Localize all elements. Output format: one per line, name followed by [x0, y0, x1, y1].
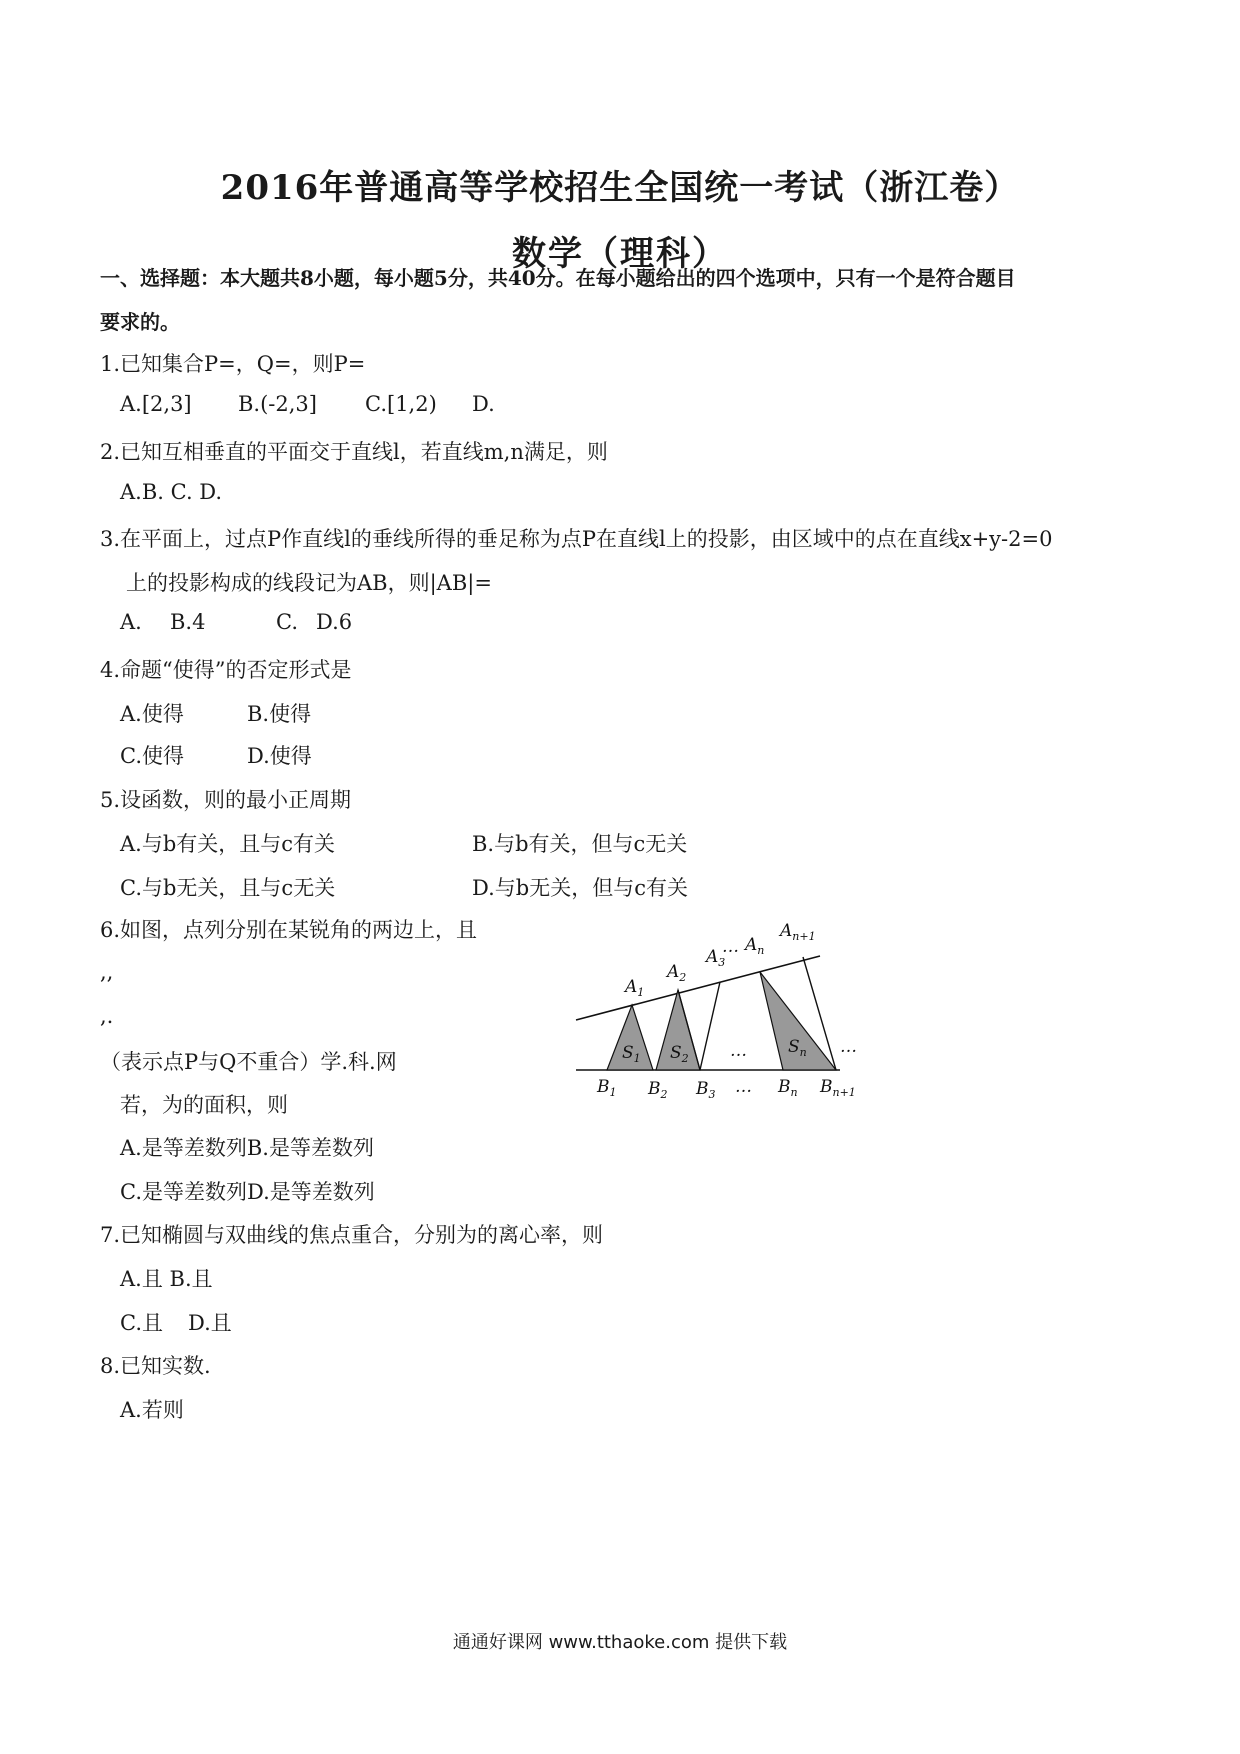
question-3-option-a: A. — [120, 610, 142, 634]
question-1-option-d: D. — [472, 392, 495, 416]
question-7-option-d: D.且 — [188, 1311, 232, 1335]
question-3-option-c: C. — [276, 610, 298, 634]
question-4-option-b: B.使得 — [247, 702, 312, 726]
question-5-option-d: D.与b无关，但与c有关 — [472, 876, 688, 900]
label-an: $A_n$ — [745, 935, 765, 957]
label-b2: $B_2$ — [648, 1079, 668, 1101]
page-subtitle: 数学（理科） — [512, 234, 728, 274]
page-title: 2016年普通高等学校招生全国统一考试（浙江卷） — [220, 168, 1020, 208]
question-7-option-c: C.且 — [120, 1311, 163, 1335]
section-heading: 一、选择题：本大题共8小题，每小题5分，共40分。在每小题给出的四个选项中，只有一个是符合题目 — [100, 266, 1016, 290]
question-4-option-a: A.使得 — [120, 702, 184, 726]
label-an1: $A_{n+1}$ — [780, 921, 816, 943]
question-1-option-b: B.(-2,3] — [238, 392, 317, 416]
footer: 通通好课网 www.tthaoke.com 提供下载 — [452, 1632, 788, 1653]
question-4-option-d: D.使得 — [247, 744, 312, 768]
figure-segment — [700, 982, 720, 1070]
label-top-dots: … — [722, 937, 739, 957]
label-bn1: $B_{n+1}$ — [820, 1077, 856, 1099]
question-5-option-a: A.与b有关，且与c有关 — [120, 832, 336, 856]
question-6-line-4: （表示点P与Q不重合）学.科.网 — [100, 1050, 397, 1074]
question-2-stem: 2.已知互相垂直的平面交于直线l，若直线m,n满足，则 — [100, 440, 608, 464]
question-5-stem: 5.设函数，则的最小正周期 — [100, 788, 352, 812]
question-3-option-b: B.4 — [170, 610, 206, 634]
question-7-stem: 7.已知椭圆与双曲线的焦点重合，分别为的离心率，则 — [100, 1223, 604, 1247]
question-6-stem: 6.如图，点列分别在某锐角的两边上，且 — [100, 918, 478, 942]
question-6-options-ab: A.是等差数列B.是等差数列 — [120, 1136, 374, 1160]
label-a2: $A_2$ — [667, 962, 687, 984]
label-right-dots: … — [840, 1037, 857, 1057]
label-b3: $B_3$ — [696, 1079, 716, 1101]
question-3-option-d: D.6 — [316, 610, 353, 634]
question-3-stem-cont: 上的投影构成的线段记为AB，则|AB|= — [126, 571, 492, 595]
question-1-option-c: C.[1,2) — [365, 392, 437, 416]
question-4-stem: 4.命题“使得”的否定形式是 — [100, 658, 352, 682]
question-3-stem: 3.在平面上，过点P作直线l的垂线所得的垂足称为点P在直线l上的投影，由区域中的点在直线x+y-2=0 — [100, 527, 1053, 551]
label-a3: $A_3$ — [706, 947, 726, 969]
label-b1: $B_1$ — [597, 1077, 617, 1099]
question-2-options: A.B. C. D. — [120, 480, 223, 504]
label-s1: $S_1$ — [622, 1043, 641, 1065]
label-sn: $S_n$ — [788, 1037, 807, 1059]
label-bottom-dots: … — [735, 1077, 752, 1097]
question-8-option-a: A.若则 — [120, 1398, 184, 1422]
question-5-option-c: C.与b无关，且与c无关 — [120, 876, 336, 900]
question-6-line-2: ,, — [100, 960, 114, 984]
question-6-options-cd: C.是等差数列D.是等差数列 — [120, 1180, 375, 1204]
question-6-line-5: 若，为的面积，则 — [120, 1093, 288, 1117]
question-5-option-b: B.与b有关，但与c无关 — [472, 832, 688, 856]
question-6-line-3: ,. — [100, 1004, 114, 1028]
question-7-options-ab: A.且 B.且 — [120, 1267, 213, 1291]
label-mid-dots: … — [730, 1041, 747, 1061]
question-1-option-a: A.[2,3] — [120, 392, 192, 416]
question-1-stem: 1.已知集合P=，Q=，则P= — [100, 352, 366, 376]
section-heading-cont: 要求的。 — [100, 310, 180, 334]
question-4-option-c: C.使得 — [120, 744, 184, 768]
label-s2: $S_2$ — [670, 1043, 689, 1065]
question-8-stem: 8.已知实数. — [100, 1354, 211, 1378]
question-6-figure — [597, 921, 940, 1150]
label-a1: $A_1$ — [625, 977, 645, 999]
label-bn: $B_n$ — [778, 1077, 798, 1099]
